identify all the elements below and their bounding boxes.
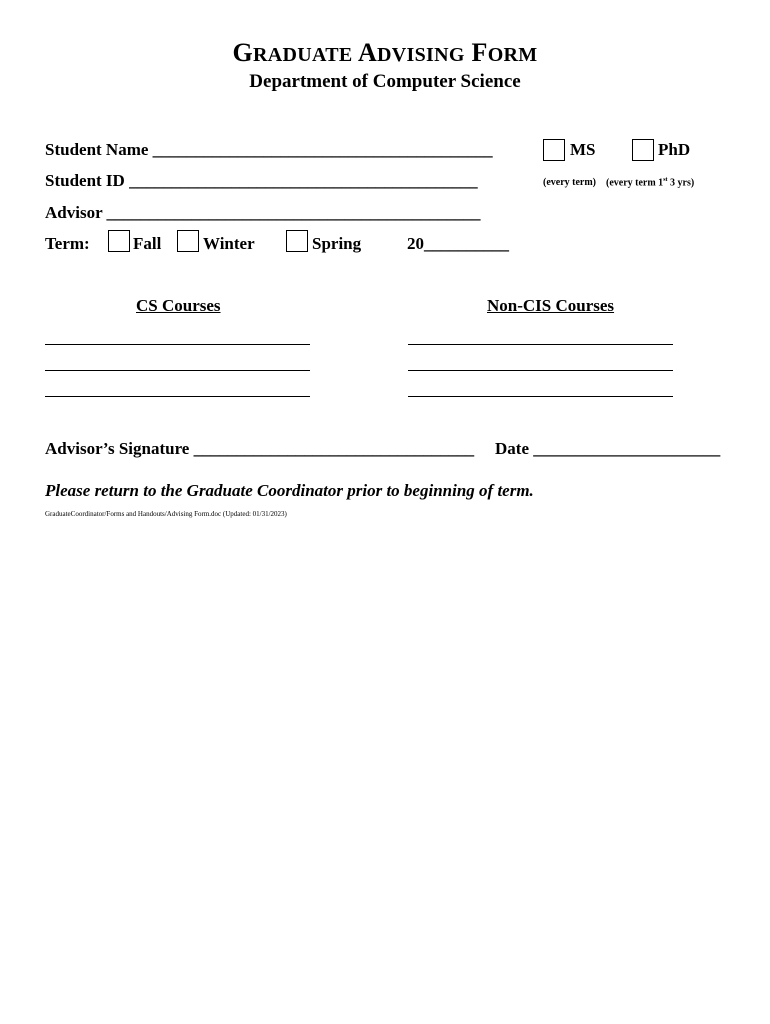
cs-courses-heading: CS Courses <box>136 296 221 315</box>
phd-note-suffix: 3 yrs) <box>667 177 695 189</box>
title-letter: G <box>232 38 254 67</box>
phd-checkbox[interactable] <box>632 139 654 161</box>
return-instruction: Please return to the Graduate Coordinator prior to beginning of term. <box>45 481 534 500</box>
cs-course-line[interactable] <box>45 370 310 371</box>
fall-checkbox[interactable] <box>108 230 130 252</box>
student-id-field[interactable]: Student ID _________________________________________ <box>45 171 478 190</box>
ms-label: MS <box>570 140 596 159</box>
spring-label: Spring <box>312 234 362 253</box>
advisor-field[interactable]: Advisor ____________________________________________ <box>45 203 481 222</box>
term-label: Term: <box>45 234 90 253</box>
phd-note-superscript: st <box>663 177 668 183</box>
phd-note-text: (every term 1 <box>606 177 664 189</box>
document-path: GraduateCoordinator/Forms and Handouts/Advising Form.doc (Updated: 01/31/2023) <box>45 510 287 518</box>
ms-note: (every term) <box>543 177 597 188</box>
title-word: DVISING <box>377 44 465 66</box>
advisor-signature-field[interactable]: Advisor’s Signature _________________________________ <box>45 439 475 458</box>
phd-note <box>606 177 694 188</box>
noncis-course-line[interactable] <box>408 344 673 345</box>
title-word: ORM <box>487 44 538 66</box>
department-subtitle: Department of Computer Science <box>249 71 521 92</box>
spring-checkbox[interactable] <box>286 230 308 252</box>
form-title <box>0 38 770 68</box>
noncis-course-line[interactable] <box>408 396 673 397</box>
cs-course-line[interactable] <box>45 396 310 397</box>
date-field[interactable]: Date ______________________ <box>495 439 721 458</box>
cs-course-line[interactable] <box>45 344 310 345</box>
winter-checkbox[interactable] <box>177 230 199 252</box>
title-word: RADUATE <box>253 44 353 66</box>
phd-label: PhD <box>658 140 691 159</box>
fall-label: Fall <box>133 234 162 253</box>
title-letter: F <box>471 38 488 67</box>
student-name-field[interactable]: Student Name ________________________________________ <box>45 140 493 159</box>
winter-label: Winter <box>203 234 255 253</box>
noncis-courses-heading: Non-CIS Courses <box>487 296 615 315</box>
noncis-course-line[interactable] <box>408 370 673 371</box>
title-letter: A <box>357 38 378 67</box>
year-field[interactable]: 20__________ <box>407 234 509 253</box>
ms-checkbox[interactable] <box>543 139 565 161</box>
